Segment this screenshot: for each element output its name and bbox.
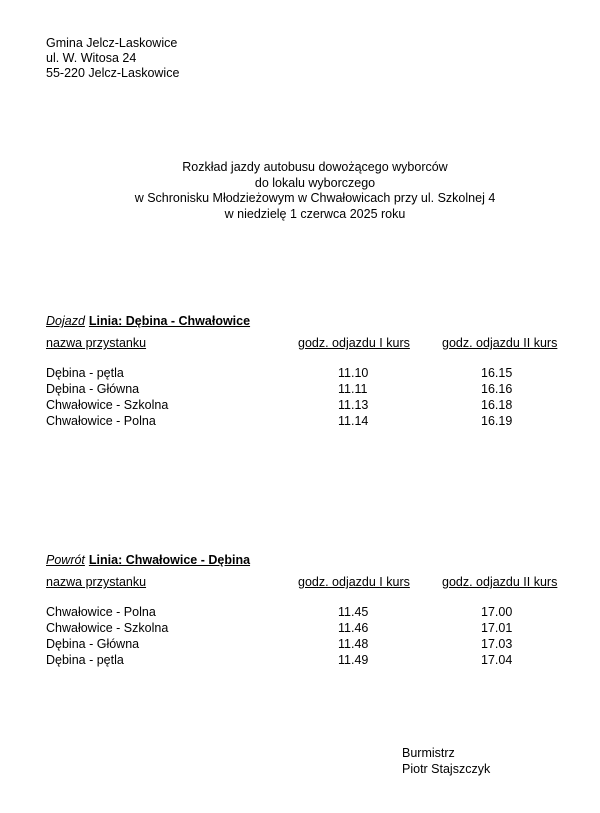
table-row bbox=[46, 620, 576, 636]
powrot-direction: Powrót bbox=[46, 553, 85, 567]
header-course-2: godz. odjazdu II kurs bbox=[442, 336, 558, 350]
course-2-time: 16.19 bbox=[481, 414, 513, 428]
powrot-section bbox=[46, 552, 576, 668]
course-2-time: 17.03 bbox=[481, 637, 513, 651]
dojazd-line: Linia: Dębina - Chwałowice bbox=[88, 314, 251, 328]
stop-name: Dębina - Główna bbox=[46, 637, 140, 651]
sender-address bbox=[46, 36, 179, 81]
table-row bbox=[46, 381, 576, 397]
title-line-4: w niedzielę 1 czerwca 2025 roku bbox=[224, 206, 406, 221]
table-row bbox=[46, 397, 576, 413]
header-stop-name: nazwa przystanku bbox=[46, 575, 147, 589]
header-course-2: godz. odjazdu II kurs bbox=[442, 575, 558, 589]
stop-name: Dębina - pętla bbox=[46, 366, 124, 380]
powrot-stops bbox=[46, 604, 576, 668]
course-2-time: 16.15 bbox=[481, 366, 513, 380]
signature-block bbox=[402, 745, 490, 777]
dojazd-direction: Dojazd bbox=[46, 314, 85, 328]
table-row bbox=[46, 636, 576, 652]
sender-name: Gmina Jelcz-Laskowice bbox=[46, 36, 178, 50]
stop-name: Chwałowice - Szkolna bbox=[46, 621, 169, 635]
dojazd-table-header bbox=[46, 335, 576, 351]
course-1-time: 11.14 bbox=[338, 414, 369, 428]
course-1-time: 11.48 bbox=[338, 637, 369, 651]
signature-name: Piotr Stajszczyk bbox=[402, 762, 491, 776]
course-2-time: 16.18 bbox=[481, 398, 513, 412]
sender-street: ul. W. Witosa 24 bbox=[46, 51, 137, 65]
course-1-time: 11.45 bbox=[338, 605, 369, 619]
title-line-3: w Schronisku Młodzieżowym w Chwałowicach przy ul. Szkolnej 4 bbox=[134, 191, 496, 205]
course-2-time: 17.04 bbox=[481, 653, 513, 667]
header-course-1: godz. odjazdu I kurs bbox=[298, 575, 410, 589]
stop-name: Dębina - pętla bbox=[46, 653, 124, 667]
course-2-time: 16.16 bbox=[481, 382, 513, 396]
sender-city: 55-220 Jelcz-Laskowice bbox=[46, 66, 180, 80]
course-1-time: 11.11 bbox=[338, 382, 368, 396]
title-line-1: Rozkład jazdy autobusu dowożącego wyborców bbox=[182, 160, 448, 174]
header-course-1: godz. odjazdu I kurs bbox=[298, 336, 410, 350]
table-row bbox=[46, 365, 576, 381]
stop-name: Chwałowice - Polna bbox=[46, 414, 156, 428]
powrot-line: Linia: Chwałowice - Dębina bbox=[88, 553, 251, 567]
powrot-table-header bbox=[46, 574, 576, 590]
dojazd-section-title bbox=[46, 313, 576, 329]
stop-name: Dębina - Główna bbox=[46, 382, 140, 396]
course-2-time: 17.00 bbox=[481, 605, 513, 619]
course-2-time: 17.01 bbox=[481, 621, 513, 635]
title-line-2: do lokalu wyborczego bbox=[254, 175, 376, 190]
header-stop-name: nazwa przystanku bbox=[46, 336, 147, 350]
stop-name: Chwałowice - Polna bbox=[46, 605, 156, 619]
dojazd-stops bbox=[46, 365, 576, 429]
table-row bbox=[46, 604, 576, 620]
course-1-time: 11.46 bbox=[338, 621, 369, 635]
course-1-time: 11.49 bbox=[338, 653, 369, 667]
course-1-time: 11.10 bbox=[338, 366, 369, 380]
document-title bbox=[0, 160, 600, 222]
table-row bbox=[46, 652, 576, 668]
signature-role: Burmistrz bbox=[402, 746, 455, 760]
table-row bbox=[46, 413, 576, 429]
stop-name: Chwałowice - Szkolna bbox=[46, 398, 169, 412]
powrot-section-title bbox=[46, 552, 576, 568]
dojazd-section bbox=[46, 313, 576, 429]
course-1-time: 11.13 bbox=[338, 398, 369, 412]
